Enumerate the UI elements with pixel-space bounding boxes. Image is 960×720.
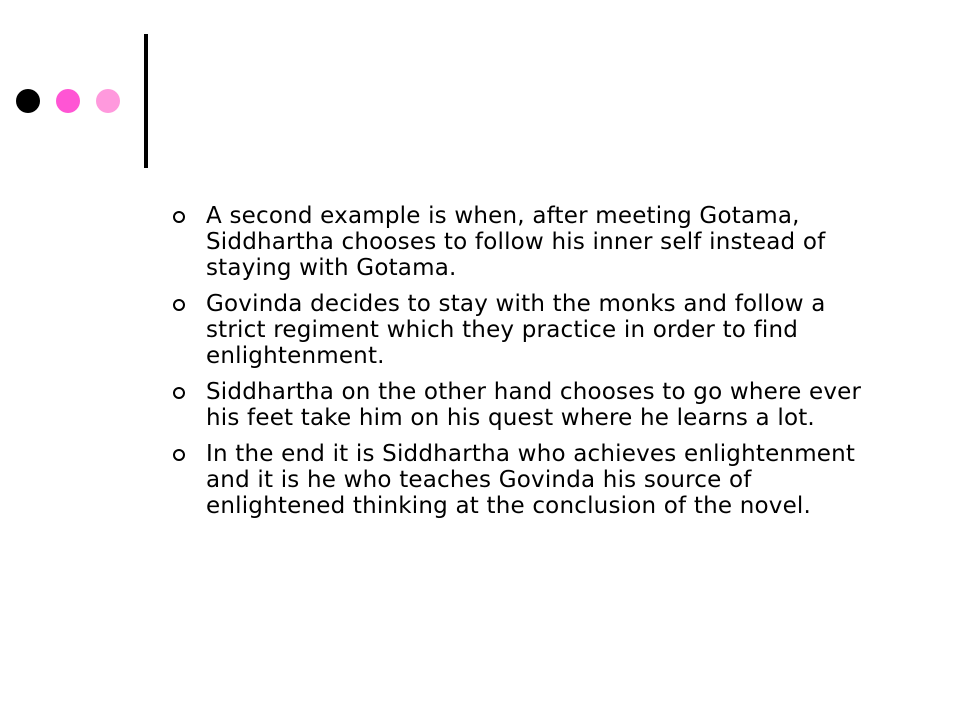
bullet-text: Siddhartha on the other hand chooses to go where ever his feet take him on his quest where he learns a lot. (206, 379, 862, 431)
bullet-circle-icon (173, 211, 185, 223)
bullet-item (170, 203, 890, 281)
bullet-text: In the end it is Siddhartha who achieves enlightenment and it is he who teaches Govinda his source of enlightened thinking at the conclusion of the novel. (206, 441, 856, 519)
bullet-item (170, 291, 890, 369)
bullet-list (170, 203, 890, 529)
bullet-item (170, 379, 890, 431)
decorative-dot-light-pink (96, 89, 120, 113)
bullet-circle-icon (173, 449, 185, 461)
bullet-circle-icon (173, 299, 185, 311)
bullet-text: Govinda decides to stay with the monks and follow a strict regiment which they practice in order to find enlightenment. (206, 291, 826, 369)
bullet-text: A second example is when, after meeting Gotama, Siddhartha chooses to follow his inner self instead of staying with Gotama. (206, 203, 826, 281)
decorative-dot-pink (56, 89, 80, 113)
vertical-divider (144, 34, 148, 168)
decorative-dot-black (16, 89, 40, 113)
bullet-circle-icon (173, 387, 185, 399)
bullet-item (170, 441, 890, 519)
